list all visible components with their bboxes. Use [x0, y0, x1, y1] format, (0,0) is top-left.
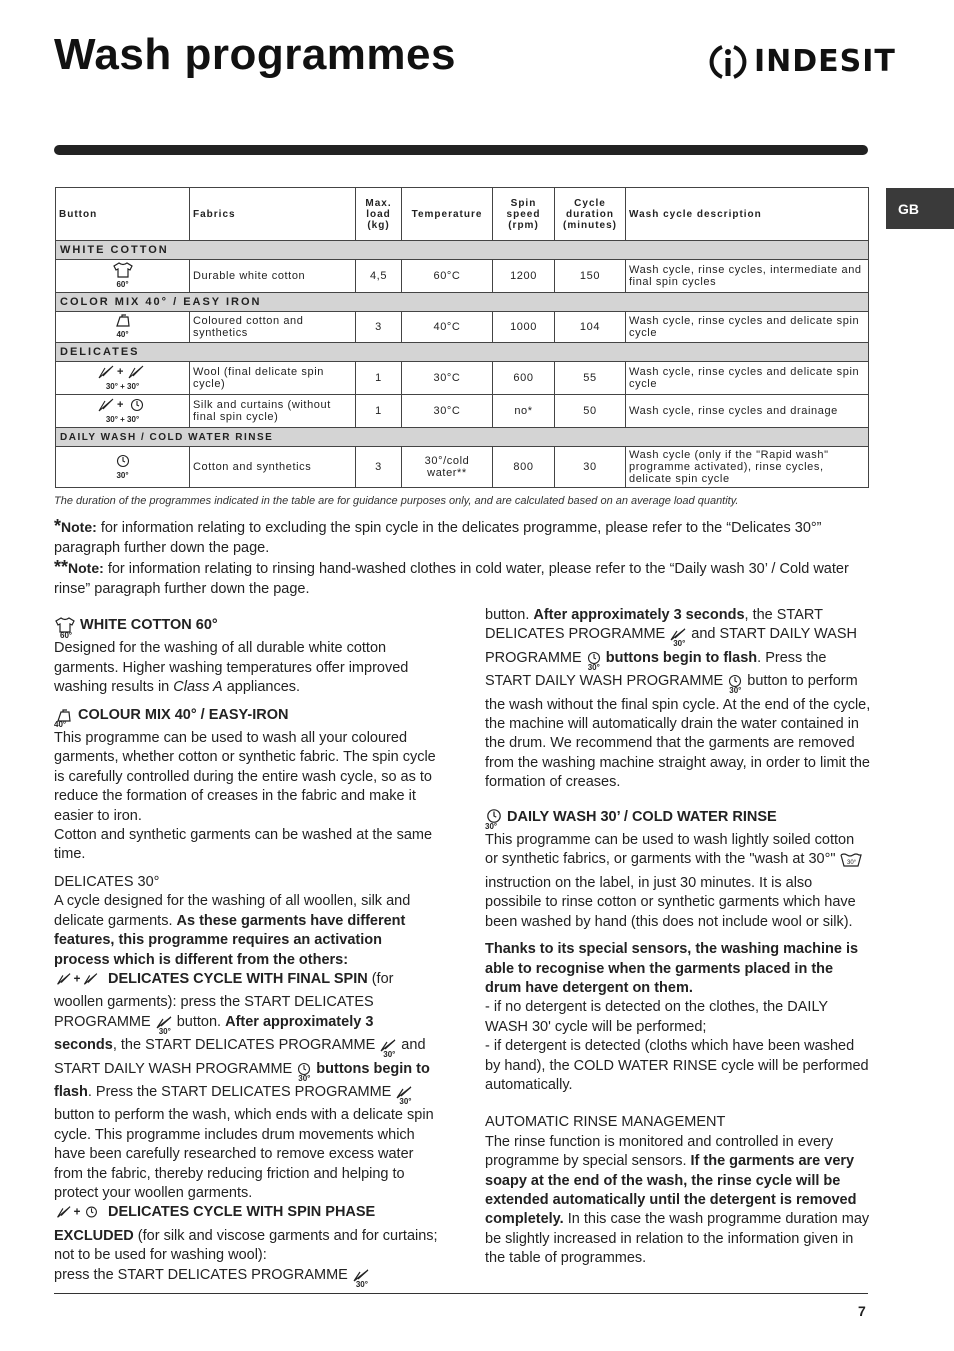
header-fabrics: Fabrics — [190, 188, 356, 241]
final-spin-paragraph: + DELICATES CYCLE WITH FINAL SPIN (for woollen garments): press the START DELICATES PROGRAMME 30° button. After approximately 3 seconds, the START DELICATES PROGRAMME 30° and START DAILY WASH PROGRAMME 30° buttons begin to flash. Press the START DELICATES PROGRAMME 30° button to perform the wash, which ends with a delicate spin cycle. This programme includes drum movements which have been carefully researched to remove excess water from the fabric, thereby reducing friction and helping to protect your woollen garments. — [54, 970, 434, 1201]
spin-cell: 600 — [493, 362, 555, 395]
header-button: Button — [56, 188, 190, 241]
page-number: 7 — [858, 1303, 866, 1319]
daily-wash-button-cell — [56, 447, 190, 488]
load-cell: 1 — [356, 395, 402, 428]
duration-cell: 150 — [555, 260, 626, 293]
spin-cell: 800 — [493, 447, 555, 488]
section-daily-wash: DAILY WASH / COLD WATER RINSE — [56, 428, 869, 447]
feather-icon: 30° — [669, 628, 687, 648]
feather-icon: 30° — [155, 1016, 173, 1036]
clock-icon: 30° — [586, 650, 602, 672]
sensors-bold: Thanks to its special sensors, the washing machine is able to recognise when the garments placed in the drum have detergent on them. — [485, 941, 859, 996]
fabrics-cell: Coloured cotton and synthetics — [190, 312, 356, 343]
section-delicates: DELICATES — [56, 343, 869, 362]
header-temperature: Temperature — [402, 188, 493, 241]
iron-shirt-icon: 40° — [114, 314, 132, 340]
description-cell: Wash cycle, rinse cycles, intermediate and final spin cycles — [626, 260, 869, 293]
section-row — [56, 428, 869, 447]
clock-icon: 30° — [296, 1061, 312, 1083]
white-cotton-heading: 60° WHITE COTTON 60° — [54, 616, 440, 639]
feather-plus-clock-icon: + 30° + 30° — [95, 397, 151, 425]
iron-shirt-icon: 40° — [54, 709, 74, 729]
duration-note: The duration of the programmes indicated in the table are for guidance purposes only, and are calculated based on an average load quantity. — [54, 495, 739, 507]
note-2: **Note: for information relating to rinsing hand-washed clothes in cold water, please refer to the “Daily wash 30’ / Cold water rinse” paragraph further down the page. — [54, 557, 849, 597]
header-cycle-duration: Cycle duration (minutes) — [555, 188, 626, 241]
right-column — [485, 606, 871, 1269]
table-row — [56, 447, 869, 488]
fabrics-cell: Silk and curtains (without final spin cycle) — [190, 395, 356, 428]
svg-text:+: + — [116, 399, 124, 411]
section-color-mix: COLOR MIX 40° / EASY IRON — [56, 293, 869, 312]
header-spin-speed: Spin speed (rpm) — [493, 188, 555, 241]
feather-icon: 30° — [379, 1039, 397, 1059]
duration-cell: 55 — [555, 362, 626, 395]
table-row — [56, 312, 869, 343]
notes-block — [54, 517, 854, 599]
sensors-item-1: - if no detergent is detected on the clothes, the DAILY WASH 30' cycle will be performed; — [485, 999, 828, 1035]
plus-symbol: + — [73, 1205, 81, 1219]
white-cotton-body: Designed for the washing of all durable white cotton garments. Higher washing temperatures offer improved washing results in Class A appliances. — [54, 640, 409, 696]
section-row — [56, 293, 869, 312]
left-column — [54, 616, 440, 1289]
clock-icon: 30° — [727, 673, 743, 695]
feather-icon: 30° — [352, 1269, 370, 1289]
delicates-silk-button-cell — [56, 395, 190, 428]
spin-cell: 1000 — [493, 312, 555, 343]
spin-cell: 1200 — [493, 260, 555, 293]
plus-symbol: + — [73, 972, 81, 986]
auto-rinse-heading: AUTOMATIC RINSE MANAGEMENT — [485, 1114, 726, 1131]
section-row — [56, 241, 869, 260]
fabrics-cell: Durable white cotton — [190, 260, 356, 293]
tshirt-icon: 60° — [54, 617, 76, 639]
clock-icon: 30° — [485, 807, 503, 831]
programmes-table — [55, 187, 869, 488]
section-white-cotton: WHITE COTTON — [56, 241, 869, 260]
colour-mix-heading: 40° COLOUR MIX 40° / EASY-IRON — [54, 706, 289, 729]
feather-plus-clock-icon — [54, 1204, 104, 1226]
auto-rinse-body: The rinse function is monitored and controlled in every programme by special sensors. If the garments are very soapy at the end of the wash, the rinse cycle will be extended automatically until the detergent is removed completely. In this case the wash programme duration may be slightly increased in relation to the information given in the table of programmes. — [485, 1133, 870, 1267]
tshirt-icon: 60° — [113, 262, 133, 290]
clock-icon: 30° — [115, 453, 131, 481]
temp-cell: 30°C — [402, 362, 493, 395]
indesit-logo — [708, 42, 896, 82]
colour-mix-body-2: Cotton and synthetic garments can be washed at the same time. — [54, 827, 433, 863]
spin-excluded-continued: button. After approximately 3 seconds, the START DELICATES PROGRAMME 30° and START DAILY WASH PROGRAMME 30° buttons begin to flash. Press the START DAILY WASH PROGRAMME 30° button to perform the wash without the final spin cycle. At the end of the cycle, the machine will automatically drain the water contained in the drum. We recommend that the garments are removed from the washing machine straight away, in order to limit the formation of creases. — [485, 607, 871, 791]
sensors-item-2: - if detergent is detected (cloths which have been washed by hand), the COLD WATER RINSE cycle will be performed automatically. — [485, 1038, 869, 1093]
feather-plus-feather-icon: + 30° + 30° — [95, 364, 151, 392]
delicates-heading: DELICATES 30° — [54, 873, 160, 890]
load-cell: 3 — [356, 312, 402, 343]
fabrics-cell: Wool (final delicate spin cycle) — [190, 362, 356, 395]
duration-cell: 104 — [555, 312, 626, 343]
description-cell: Wash cycle, rinse cycles and delicate spin cycle — [626, 312, 869, 343]
daily-wash-heading: 30° DAILY WASH 30’ / COLD WATER RINSE — [485, 808, 777, 831]
description-cell: Wash cycle, rinse cycles and delicate spin cycle — [626, 362, 869, 395]
temp-cell: 30°C — [402, 395, 493, 428]
table-row — [56, 362, 869, 395]
table-row — [56, 260, 869, 293]
colour-mix-body: This programme can be used to wash all your coloured garments, whether cotton or synthetic fabric. The spin cycle is carefully controlled during the entire wash cycle, so as to reduce the formation of creases in the fabric and make it easier to iron. — [54, 730, 436, 824]
title-divider-bar — [54, 145, 868, 155]
table-row — [56, 395, 869, 428]
delicates-wool-button-cell — [56, 362, 190, 395]
feather-icon: 30° — [395, 1086, 413, 1106]
fabrics-cell: Cotton and synthetics — [190, 447, 356, 488]
temp-cell: 40°C — [402, 312, 493, 343]
spin-cell: no* — [493, 395, 555, 428]
delicates-body: A cycle designed for the washing of all woollen, silk and delicate garments. As these garments have different features, this programme requires an activation process which is different from the others: — [54, 893, 411, 968]
description-cell: Wash cycle, rinse cycles and drainage — [626, 395, 869, 428]
indesit-logo-icon — [708, 42, 748, 82]
duration-cell: 30 — [555, 447, 626, 488]
language-tab: GB — [886, 188, 954, 229]
duration-cell: 50 — [555, 395, 626, 428]
load-cell: 4,5 — [356, 260, 402, 293]
header-description: Wash cycle description — [626, 188, 869, 241]
temp-cell: 60°C — [402, 260, 493, 293]
page-title: Wash programmes — [54, 30, 456, 79]
description-cell: Wash cycle (only if the "Rapid wash" programme activated), rinse cycles, delicate spin cycle — [626, 447, 869, 488]
color-mix-button-cell — [56, 312, 190, 343]
spin-excluded-paragraph: + DELICATES CYCLE WITH SPIN PHASE EXCLUDED (for silk and viscose garments and for curtains; not to be used for washing wool): press the START DELICATES PROGRAMME 30° — [54, 1204, 438, 1289]
brand-name: INDESIT — [754, 44, 896, 79]
load-cell: 3 — [356, 447, 402, 488]
svg-text:+: + — [116, 366, 124, 378]
feather-plus-feather-icon — [54, 971, 104, 993]
temp-cell: 30°/cold water** — [402, 447, 493, 488]
section-row — [56, 343, 869, 362]
wash-tub-temperature: 30° — [846, 860, 856, 867]
note-1: *Note: for information relating to excluding the spin cycle in the delicates programme, please refer to the “Delicates 30°” paragraph further down the page. — [54, 516, 822, 556]
header-max-load: Max. load (kg) — [356, 188, 402, 241]
table-header-row — [56, 188, 869, 241]
footer-divider — [54, 1293, 868, 1294]
wash-tub-icon — [840, 853, 862, 873]
white-cotton-button-cell — [56, 260, 190, 293]
load-cell: 1 — [356, 362, 402, 395]
daily-wash-body: This programme can be used to wash lightly soiled cotton or synthetic fabrics, or garments with the "wash at 30°" 30° instruction on the label, in just 30 minutes. It is also possibile to rinse cotton or synthetic garments which have been washed by hand (this does not include wool or silk). — [485, 831, 871, 932]
